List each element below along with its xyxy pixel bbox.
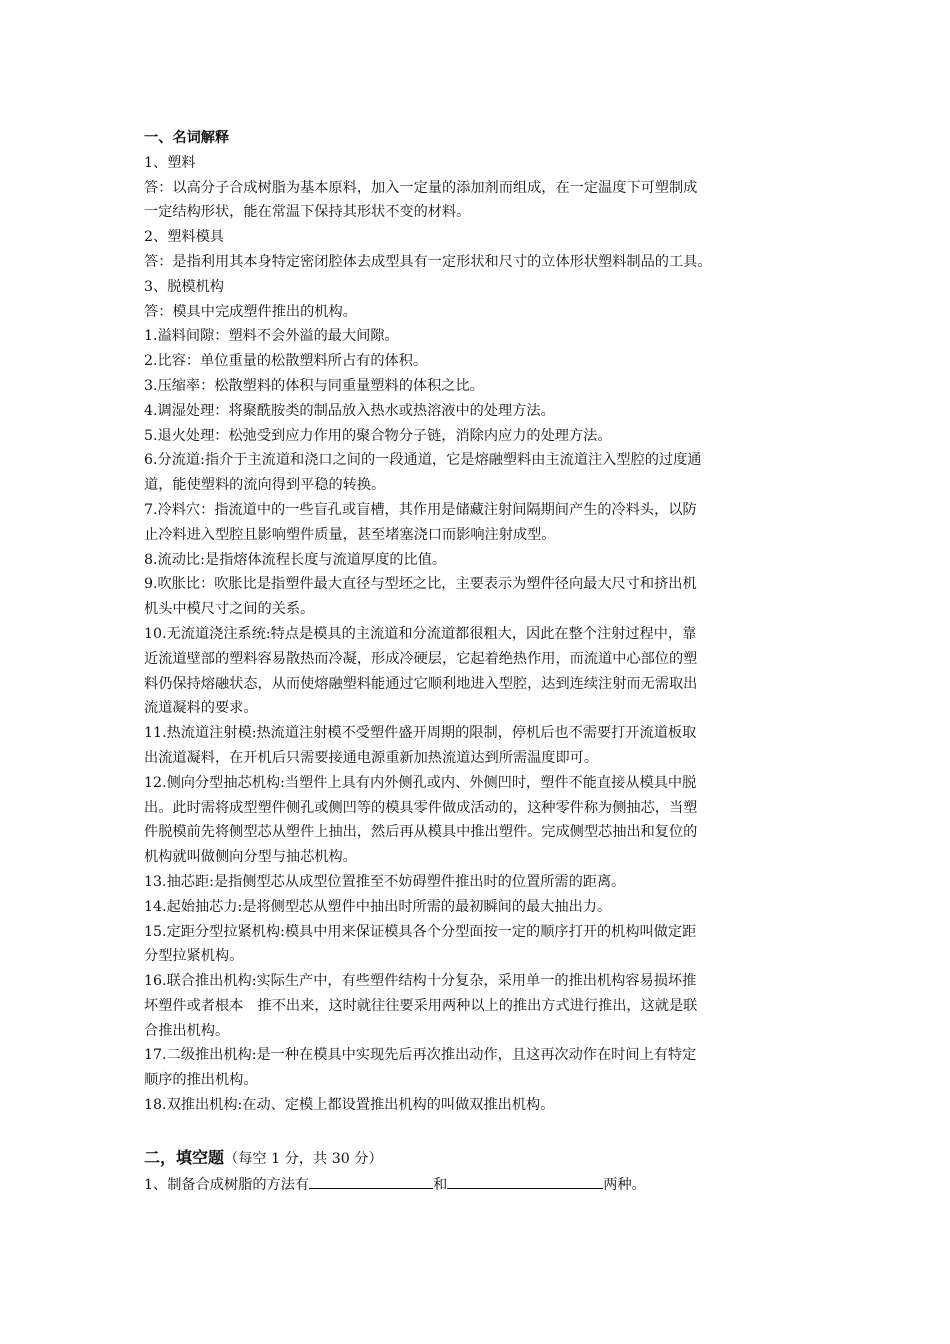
definition-line: 坏塑件或者根本 推不出来，这时就往往要采用两种以上的推出方式进行推出，这就是联 xyxy=(144,997,698,1014)
definition-9 xyxy=(144,572,809,622)
definition-line: 料仍保持熔融状态，从而使熔融塑料能通过它顺利地进入型腔，达到连续注射而无需取出 xyxy=(144,675,698,692)
term-answer-line: 答：是指利用其本身特定密闭腔体去成型具有一定形状和尺寸的立体形状塑料制品的工具。 xyxy=(144,253,712,270)
definition-line: 9.吹胀比：吹胀比是指塑件最大直径与型坯之比，主要表示为塑件径向最大尺寸和挤出机 xyxy=(144,576,697,593)
definition-line: 机构就叫做侧向分型与抽芯机构。 xyxy=(144,849,357,866)
section-title-terms: 一、名词解释 xyxy=(144,130,230,146)
definition-12 xyxy=(144,771,809,870)
definition-17 xyxy=(144,1043,809,1093)
term-answer-line: 答：以高分子合成树脂为基本原料，加入一定量的添加剂而组成，在一定温度下可塑制成 xyxy=(144,179,698,196)
definition-10 xyxy=(144,622,809,721)
definition-line: 道，能使塑料的流向得到平稳的转换。 xyxy=(144,477,386,494)
term-head: 2、塑料模具 xyxy=(144,229,224,246)
term-answer-line: 答：模具中完成塑件推出的机构。 xyxy=(144,303,357,320)
definition-13: 13.抽芯距:是指侧型芯从成型位置推至不妨碍塑件推出时的位置所需的距离。 xyxy=(144,873,626,890)
answer-blank[interactable] xyxy=(309,1172,433,1189)
definition-15 xyxy=(144,920,809,970)
definition-line: 出。此时需将成型塑件侧孔或侧凹等的模具零件做成活动的，这种零件称为侧抽芯，当塑 xyxy=(144,799,698,816)
definition-line: 6.分流道:指介于主流道和浇口之间的一段通道，它是熔融塑料由主流道注入型腔的过度通 xyxy=(144,452,702,469)
definition-line: 16.联合推出机构:实际生产中，有些塑件结构十分复杂，采用单一的推出机构容易损坏推 xyxy=(144,973,697,990)
definition-line: 15.定距分型拉紧机构:模具中用来保证模具各个分型面按一定的顺序打开的机构叫做定距 xyxy=(144,923,697,940)
definition-5: 5.退火处理：松弛受到应力作用的聚合物分子链，消除内应力的处理方法。 xyxy=(144,427,612,444)
definition-14: 14.起始抽芯力:是将侧型芯从塑件中抽出时所需的最初瞬间的最大抽出力。 xyxy=(144,898,612,915)
term-item-3 xyxy=(144,275,809,325)
term-head: 3、脱模机构 xyxy=(144,278,224,295)
definition-line: 件脱模前先将侧型芯从塑件上抽出，然后再从模具中推出塑件。完成侧型芯抽出和复位的 xyxy=(144,824,698,841)
term-head: 1、塑料 xyxy=(144,154,196,171)
section-title-main: 二，填空题 xyxy=(144,1147,225,1167)
answer-blank[interactable] xyxy=(447,1172,603,1189)
document-page xyxy=(144,126,809,1197)
question-text: 1、制备合成树脂的方法有 xyxy=(144,1176,310,1193)
definition-4: 4.调湿处理：将聚酰胺类的制品放入热水或热溶液中的处理方法。 xyxy=(144,402,555,419)
definition-line: 分型拉紧机构。 xyxy=(144,948,244,965)
definition-18: 18.双推出机构:在动、定模上都设置推出机构的叫做双推出机构。 xyxy=(144,1097,555,1114)
definition-line: 合推出机构。 xyxy=(144,1022,230,1039)
definition-8: 8.流动比:是指熔体流程长度与流道厚度的比值。 xyxy=(144,551,447,568)
definition-line: 11.热流道注射模:热流道注射模不受塑件盛开周期的限制，停机后也不需要打开流道板取 xyxy=(144,725,697,742)
definition-line: 12.侧向分型抽芯机构:当塑件上具有内外侧孔或内、外侧凹时，塑件不能直接从模具中脱 xyxy=(144,774,697,791)
section-fill-in-blank xyxy=(144,1146,809,1198)
definition-line: 17.二级推出机构:是一种在模具中实现先后再次推出动作，且这再次动作在时间上有特定 xyxy=(144,1047,697,1064)
definition-2: 2.比容：单位重量的松散塑料所占有的体积。 xyxy=(144,353,428,370)
definition-line: 近流道壁部的塑料容易散热而冷凝，形成冷硬层，它起着绝热作用，而流道中心部位的塑 xyxy=(144,650,698,667)
question-text: 和 xyxy=(433,1176,448,1193)
definition-line: 出流道凝料，在开机后只需要接通电源重新加热流道达到所需温度即可。 xyxy=(144,749,599,766)
definition-line: 流道凝料的要求。 xyxy=(144,700,258,717)
definition-line: 顺序的推出机构。 xyxy=(144,1072,258,1089)
question-1 xyxy=(144,1172,809,1198)
definition-line: 7.冷料穴：指流道中的一些盲孔或盲槽，其作用是储藏注射间隔期间产生的冷料头，以防 xyxy=(144,501,697,518)
definition-line: 10.无流道浇注系统:特点是模具的主流道和分流道都很粗大，因此在整个注射过程中，靠 xyxy=(144,625,697,642)
section-title-fill-in xyxy=(144,1146,809,1172)
definition-line: 止冷料进入型腔且影响塑件质量，甚至堵塞浇口而影响注射成型。 xyxy=(144,526,556,543)
definition-11 xyxy=(144,721,809,771)
definition-7 xyxy=(144,498,809,548)
question-text: 两种。 xyxy=(603,1176,646,1193)
section-title-note: （每空 1 分，共 30 分） xyxy=(224,1150,383,1167)
definition-line: 机头中模尺寸之间的关系。 xyxy=(144,601,315,618)
definition-1: 1.溢料间隙：塑料不会外溢的最大间隙。 xyxy=(144,328,399,345)
term-item-1 xyxy=(144,151,809,225)
definition-16 xyxy=(144,969,809,1043)
definition-6 xyxy=(144,448,809,498)
term-answer-line: 一定结构形状，能在常温下保持其形状不变的材料。 xyxy=(144,204,471,221)
term-item-2 xyxy=(144,225,809,275)
definition-3: 3.压缩率：松散塑料的体积与同重量塑料的体积之比。 xyxy=(144,377,484,394)
